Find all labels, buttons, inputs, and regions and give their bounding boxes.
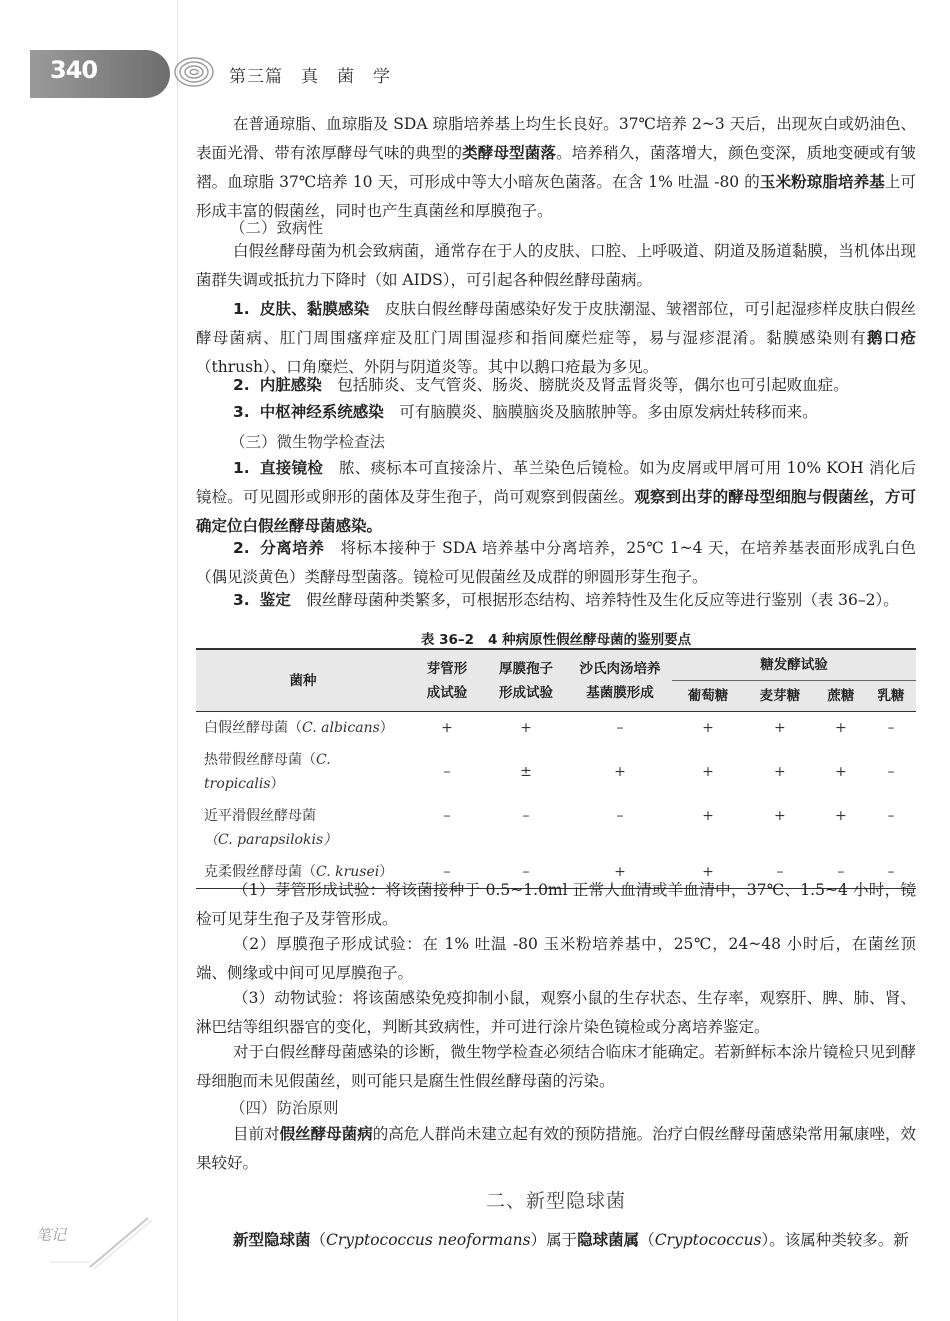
cell: + [834, 764, 847, 780]
heading-micro-exam: （三）微生物学检查法 [230, 433, 386, 451]
col-lactose: 乳糖 [877, 688, 905, 704]
col-maltose: 麦芽糖 [759, 688, 801, 704]
species-cell: 白假丝酵母菌（C. albicans） [204, 720, 394, 736]
heading-prevention: （四）防治原则 [230, 1099, 339, 1117]
test-germ-tube: （1）芽管形成试验：将该菌接种于 0.5~1.0ml 正常人血清或羊血清中，37℃、1.5~4 小时，镜检可见芽生孢子及芽管形成。 [196, 881, 916, 928]
item-isolation-culture: 2. 分离培养 将标本接种于 SDA 培养基中分离培养，25℃ 1~4 天，在培养基表面形成乳白色（偶见淡黄色）类酵母型菌落。镜检可见假菌丝及成群的卵圆形芽生孢子。 [196, 539, 916, 586]
page-number: 340 [50, 56, 98, 84]
table-caption: 表 36–2 4 种病原性假丝酵母菌的鉴别要点 [420, 632, 692, 648]
col-sda-film: 沙氏肉汤培养 基菌膜形成 [579, 660, 661, 701]
cell: + [614, 764, 626, 780]
cell: + [702, 764, 714, 780]
table-row [196, 712, 916, 745]
species-cell: 克柔假丝酵母菌（C. krusei） [204, 864, 394, 880]
identification-table [196, 648, 916, 889]
heading-pathogenicity: （二）致病性 [230, 219, 324, 237]
cell: + [702, 808, 714, 824]
cell: – [443, 808, 451, 824]
cell: – [616, 720, 624, 736]
paragraph-pathogen-intro: 白假丝酵母菌为机会致病菌，通常存在于人的皮肤、口腔、上呼吸道、阴道及肠道黏膜，当机体出现菌群失调或抵抗力下降时（如 AIDS），可引起各种假丝酵母菌病。 [196, 242, 916, 289]
cell: + [702, 720, 714, 736]
col-germ-tube: 芽管形 成试验 [426, 660, 468, 701]
swirl-logo-icon [172, 50, 216, 94]
cell: + [614, 864, 626, 880]
cell: – [887, 720, 895, 736]
cell: – [616, 808, 624, 824]
cell: + [773, 764, 786, 780]
cell: – [887, 808, 895, 824]
cell: – [443, 764, 451, 780]
item-skin-infection: 1. 皮肤、黏膜感染 皮肤白假丝酵母菌感染好发于皮肤潮湿、皱褶部位，可引起湿疹样皮肤白假丝酵母菌病、肛门周围瘙痒症及肛门周围湿疹和指间糜烂症等，易与湿疹混淆。黏膜感染则有鹅口疮（thrush）、口角糜烂、外阴与阴道炎等。其中以鹅口疮最为多见。 [196, 300, 916, 376]
col-chlamydospore: 厚膜孢子 形成试验 [499, 660, 553, 701]
table-row [196, 744, 916, 800]
paragraph-prevention: 目前对假丝酵母菌病的高危人群尚未建立起有效的预防措施。治疗白假丝酵母菌感染常用氟康唑，效果较好。 [196, 1125, 916, 1172]
cell: – [887, 764, 895, 780]
item-visceral-infection: 2. 内脏感染 包括肺炎、支气管炎、肠炎、膀胱炎及肾盂肾炎等，偶尔也可引起败血症。 [233, 376, 849, 394]
test-animal: （3）动物试验：将该菌感染免疫抑制小鼠，观察小鼠的生存状态、生存率，观察肝、脾、肺、肾、淋巴结等组织器官的变化，判断其致病性，并可进行涂片染色镜检或分离培养鉴定。 [196, 989, 916, 1036]
margin-rule [177, 0, 178, 1321]
test-chlamydospore: （2）厚膜孢子形成试验：在 1% 吐温 -80 玉米粉培养基中，25℃，24~48 小时后，在菌丝顶端、侧缘或中间可见厚膜孢子。 [196, 935, 916, 982]
cell: ± [520, 764, 532, 780]
cell: – [887, 864, 895, 880]
chapter-header: 第三篇 真 菌 学 [229, 67, 391, 87]
cell: + [702, 864, 714, 880]
cell: – [522, 864, 530, 880]
item-identification: 3. 鉴定 假丝酵母菌种类繁多，可根据形态结构、培养特性及生化反应等进行鉴别（表 36–2）。 [233, 591, 899, 609]
col-sucrose: 蔗糖 [827, 688, 855, 704]
paragraph-diagnosis: 对于白假丝酵母菌感染的诊断，微生物学检查必须结合临床才能确定。若新鲜标本涂片镜检只见到酵母细胞而未见假菌丝，则可能只是腐生性假丝酵母菌的污染。 [196, 1043, 916, 1090]
cell: + [441, 720, 453, 736]
cell: + [834, 720, 847, 736]
cell: + [773, 808, 786, 824]
item-cns-infection: 3. 中枢神经系统感染 可有脑膜炎、脑膜脑炎及脑脓肿等。多由原发病灶转移而来。 [233, 403, 818, 421]
table-row [196, 800, 916, 856]
cell: + [773, 720, 786, 736]
cell: – [776, 864, 784, 880]
margin-note-label: 笔记 [36, 1226, 67, 1244]
cell: + [520, 720, 532, 736]
col-species: 菌种 [289, 672, 317, 689]
cell: – [837, 864, 845, 880]
section-heading-cryptococcus: 二、新型隐球菌 [485, 1190, 626, 1212]
cell: – [522, 808, 530, 824]
cell: + [834, 808, 847, 824]
paragraph-cryptococcus: 新型隐球菌（Cryptococcus neoformans）属于隐球菌属（Cryptococcus）。该属种类较多。新 [233, 1231, 909, 1249]
col-glucose: 葡萄糖 [687, 688, 729, 704]
item-direct-microscopy: 1. 直接镜检 脓、痰标本可直接涂片、革兰染色后镜检。如为皮屑或甲屑可用 10% KOH 消化后镜检。可见圆形或卵形的菌体及芽生孢子，尚可观察到假菌丝。观察到出芽的酵母型细胞与假菌丝，方可确定位白假丝酵母菌感染。 [196, 459, 916, 535]
paragraph-culture: 在普通琼脂、血琼脂及 SDA 琼脂培养基上均生长良好。37℃培养 2~3 天后，出现灰白或奶油色、表面光滑、带有浓厚酵母气味的典型的类酵母型菌落。培养稍久，菌落增大，颜色变深，质地变硬或有皱褶。血琼脂 37℃培养 10 天，可形成中等大小暗灰色菌落。在含 1% 吐温 -80 的玉米粉琼脂培养基上可形成丰富的假菌丝，同时也产生真菌丝和厚膜孢子。 [196, 115, 916, 220]
col-sugar-fermentation: 糖发酵试验 [672, 649, 916, 681]
species-cell: 近平滑假丝酵母菌 （C. parapsilokis） [204, 808, 338, 848]
species-cell: 热带假丝酵母菌（C. tropicalis） [204, 752, 331, 792]
cell: – [443, 864, 451, 880]
